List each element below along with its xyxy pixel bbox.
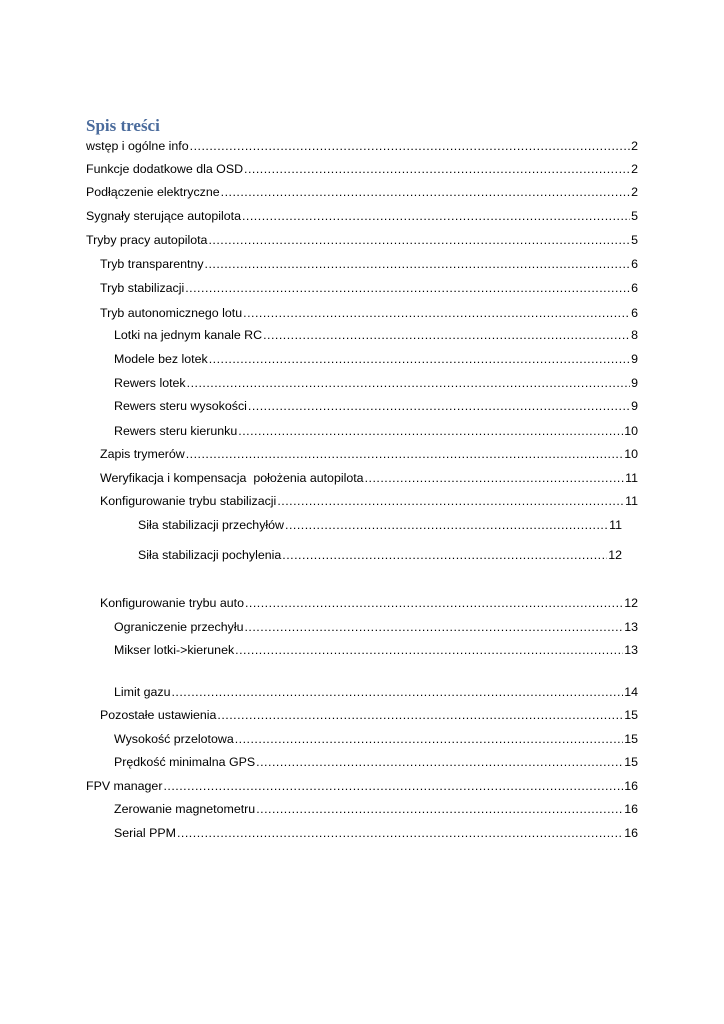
toc-entry-label: Zapis trymerów <box>100 447 185 461</box>
toc-entry-page: 11 <box>625 494 638 508</box>
toc-entry-label: Podłączenie elektryczne <box>86 185 220 199</box>
dot-leader <box>186 446 624 462</box>
toc-entry[interactable] <box>114 801 638 817</box>
toc-entry-label: wstęp i ogólne info <box>86 139 189 153</box>
dot-leader <box>244 161 630 177</box>
toc-entry-page: 9 <box>631 352 638 366</box>
dot-leader <box>365 470 625 486</box>
toc-entry-label: Konfigurowanie trybu auto <box>100 596 244 610</box>
toc-entry-label: Ograniczenie przechyłu <box>114 620 244 634</box>
toc-entry[interactable] <box>114 642 638 658</box>
toc-entry-label: Weryfikacja i kompensacja położenia autopilota <box>100 471 364 485</box>
toc-entry-page: 6 <box>631 306 638 320</box>
toc-entry-page: 15 <box>624 732 638 746</box>
toc-entry-page: 15 <box>624 708 638 722</box>
toc-entry[interactable] <box>114 825 638 841</box>
toc-entry-label: Pozostałe ustawienia <box>100 708 217 722</box>
toc-entry-label: Sygnały sterujące autopilota <box>86 209 241 223</box>
dot-leader <box>185 280 630 296</box>
dot-leader <box>277 493 624 509</box>
toc-title: Spis treści <box>86 116 160 135</box>
toc-entry[interactable] <box>138 547 622 563</box>
dot-leader <box>243 305 630 321</box>
toc-entry-label: Rewers steru kierunku <box>114 424 238 438</box>
toc-entry-label: Funkcje dodatkowe dla OSD <box>86 162 244 176</box>
dot-leader <box>208 232 630 248</box>
toc-entry-page: 13 <box>624 643 638 657</box>
toc-entry[interactable] <box>114 619 638 635</box>
toc-entry[interactable] <box>86 778 638 794</box>
toc-entry-page: 10 <box>624 447 638 461</box>
toc-entry-page: 16 <box>624 802 638 816</box>
toc-entry[interactable] <box>86 138 638 154</box>
toc-entry[interactable] <box>114 351 638 367</box>
toc-entry[interactable] <box>114 731 638 747</box>
toc-entry[interactable] <box>86 184 638 200</box>
toc-entry[interactable] <box>100 707 638 723</box>
dot-leader <box>221 184 630 200</box>
dot-leader <box>256 801 623 817</box>
dot-leader <box>256 754 623 770</box>
toc-entry-label: Zerowanie magnetometru <box>114 802 256 816</box>
dot-leader <box>171 684 623 700</box>
dot-leader <box>245 595 623 611</box>
dot-leader <box>190 138 630 154</box>
dot-leader <box>205 256 631 272</box>
toc-entry-label: Tryby pracy autopilota <box>86 233 208 247</box>
toc-entry[interactable] <box>138 517 622 533</box>
toc-entry-page: 11 <box>625 471 638 485</box>
toc-entry[interactable] <box>100 305 638 321</box>
toc-entry[interactable] <box>114 423 638 439</box>
toc-entry[interactable] <box>114 754 638 770</box>
toc-entry-label: Siła stabilizacji przechyłów <box>138 518 284 532</box>
toc-entry-page: 5 <box>631 209 638 223</box>
toc-entry-page: 2 <box>631 162 638 176</box>
toc-entry-page: 10 <box>624 424 638 438</box>
dot-leader <box>235 642 623 658</box>
toc-entry[interactable] <box>100 256 638 272</box>
toc-entry-label: Wysokość przelotowa <box>114 732 234 746</box>
toc-entry[interactable] <box>86 232 638 248</box>
toc-entry[interactable] <box>86 161 638 177</box>
toc-entry-page: 9 <box>631 399 638 413</box>
toc-entry-page: 16 <box>624 826 638 840</box>
dot-leader <box>238 423 623 439</box>
toc-entry-label: Konfigurowanie trybu stabilizacji <box>100 494 277 508</box>
toc-entry[interactable] <box>100 446 638 462</box>
toc-entry-label: Mikser lotki->kierunek <box>114 643 235 657</box>
dot-leader <box>209 351 630 367</box>
toc-entry-page: 12 <box>624 596 638 610</box>
toc-entry-page: 2 <box>631 185 638 199</box>
toc-entry-page: 11 <box>609 518 622 532</box>
toc-entry-label: Lotki na jednym kanale RC <box>114 328 263 342</box>
toc-entry[interactable] <box>114 375 638 391</box>
toc-entry[interactable] <box>114 327 638 343</box>
toc-entry-label: Rewers lotek <box>114 376 186 390</box>
toc-entry[interactable] <box>100 470 638 486</box>
dot-leader <box>177 825 623 841</box>
toc-entry[interactable] <box>114 398 638 414</box>
toc-entry[interactable] <box>100 280 638 296</box>
toc-entry-label: Limit gazu <box>114 685 171 699</box>
toc-entry[interactable] <box>114 684 638 700</box>
dot-leader <box>244 619 623 635</box>
dot-leader <box>282 547 607 563</box>
toc-entry-label: Serial PPM <box>114 826 176 840</box>
toc-entry-label: Tryb stabilizacji <box>100 281 185 295</box>
dot-leader <box>187 375 630 391</box>
dot-leader <box>242 208 630 224</box>
toc-entry-label: Rewers steru wysokości <box>114 399 247 413</box>
toc-entry-label: FPV manager <box>86 779 163 793</box>
dot-leader <box>285 517 608 533</box>
toc-entry-page: 6 <box>631 281 638 295</box>
toc-entry[interactable] <box>100 493 638 509</box>
toc-entry-page: 16 <box>624 779 638 793</box>
toc-entry-page: 5 <box>631 233 638 247</box>
toc-entry-page: 6 <box>631 257 638 271</box>
dot-leader <box>263 327 630 343</box>
toc-entry-label: Tryb transparentny <box>100 257 204 271</box>
dot-leader <box>235 731 623 747</box>
toc-entry-page: 12 <box>608 548 622 562</box>
toc-entry-page: 8 <box>631 328 638 342</box>
toc-entry-label: Tryb autonomicznego lotu <box>100 306 243 320</box>
dot-leader <box>163 778 623 794</box>
toc-entry[interactable] <box>100 595 638 611</box>
toc-entry-page: 15 <box>624 755 638 769</box>
toc-entry[interactable] <box>86 208 638 224</box>
toc-entry-page: 2 <box>631 139 638 153</box>
dot-leader <box>217 707 623 723</box>
toc-entry-page: 9 <box>631 376 638 390</box>
toc-entry-label: Prędkość minimalna GPS <box>114 755 256 769</box>
toc-entry-page: 13 <box>624 620 638 634</box>
dot-leader <box>248 398 630 414</box>
toc-entry-label: Siła stabilizacji pochylenia <box>138 548 282 562</box>
toc-entry-label: Modele bez lotek <box>114 352 208 366</box>
toc-entry-page: 14 <box>624 685 638 699</box>
